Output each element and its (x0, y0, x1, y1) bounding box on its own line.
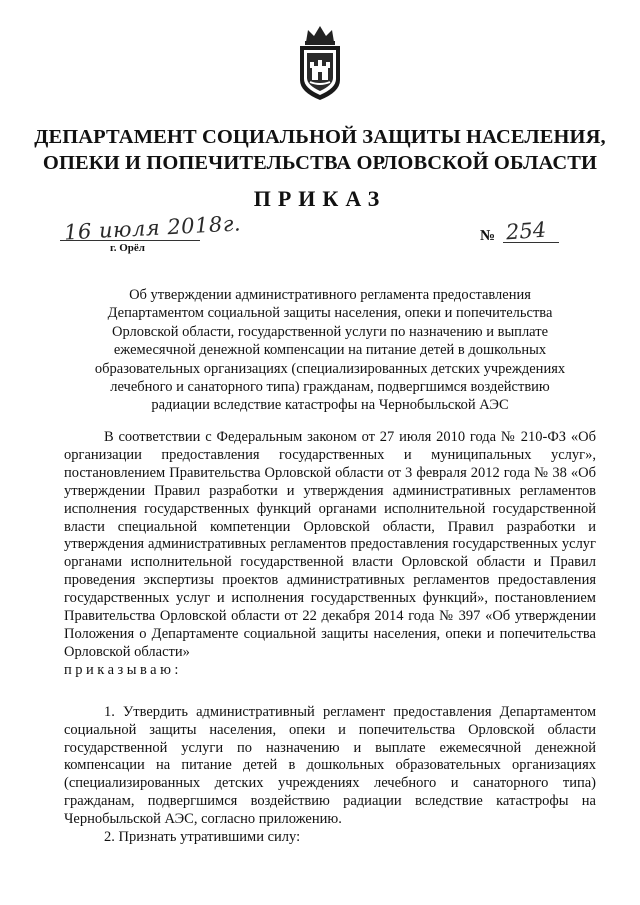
subject-line: лечебного и санаторного типа) гражданам, подвергшимся воздействию (110, 379, 550, 396)
department-header (30, 124, 610, 176)
order-subject (60, 286, 600, 415)
preamble-paragraph: В соответствии с Федеральным законом от 27 июля 2010 года № 210-ФЗ «Об организации предоставления государственных и муниципальных услуг», постановлением Правительства Орловской области от 3 февраля 2012 года № 38 «Об утверждении Правил разработки и утверждения административных регламентов исполнения государственных функций органами исполнительной государственной власти специальной компетенции Орловской области, Правил разработки и утверждения административных регламентов предоставления государственных услуг органами исполнительной государственной власти Орловской области и Правил проведения экспертизы проектов административных регламентов предоставления государственных услуг и исполнения государственных функций», постановлением Правительства Орловской области от 22 декабря 2014 года № 397 «Об утверждении Положения о Департаменте социальной защиты населения, опеки и попечительства Орловской области» (64, 429, 596, 660)
order-body (64, 429, 596, 847)
number-label: № (480, 228, 496, 244)
document-title: ПРИКАЗ (253, 186, 387, 211)
header-line-1: ДЕПАРТАМЕНТ СОЦИАЛЬНОЙ ЗАЩИТЫ НАСЕЛЕНИЯ, (34, 126, 606, 148)
subject-line: ежемесячной денежной компенсации на питание детей в дошкольных (113, 342, 547, 359)
order-date: 16 июля 2018г. (63, 211, 242, 245)
subject-line: радиации вследствие катастрофы на Чернобыльской АЭС (151, 397, 509, 414)
item-1-paragraph: 1. Утвердить административный регламент предоставления Департаментом социальной защиты населения, опеки и попечительства Орловской области государственной услуги по назначению и выплате ежемесячной денежной компенсации на питание детей в дошкольных образовательных организациях (специализированных детских учреждениях лечебного и санаторного типа) гражданам, подвергшимся воздействию радиации вследствие катастрофы на Чернобыльской АЭС, согласно приложению. (64, 703, 596, 828)
city-label: г. Орёл (110, 242, 145, 254)
header-line-2: ОПЕКИ И ПОПЕЧИТЕЛЬСТВА ОРЛОВСКОЙ ОБЛАСТИ (42, 152, 598, 174)
subject-line: Орловской области, государственной услуги по назначению и выплате (111, 323, 549, 340)
coat-of-arms-icon (294, 22, 346, 102)
subject-line: образовательных организациях (специализированных детских учреждениях (94, 360, 566, 377)
paragraph-gap (64, 680, 596, 704)
orders-word: приказываю: (64, 661, 182, 678)
item-2-paragraph: 2. Признать утратившими силу: (104, 829, 301, 846)
subject-line: Департаментом социальной защиты населения, опеки и попечительства (107, 305, 553, 322)
number-underline (503, 242, 559, 243)
date-underline (60, 240, 200, 241)
subject-line: Об утверждении административного регламента предоставления (129, 287, 531, 303)
order-number: 254 (505, 217, 547, 245)
